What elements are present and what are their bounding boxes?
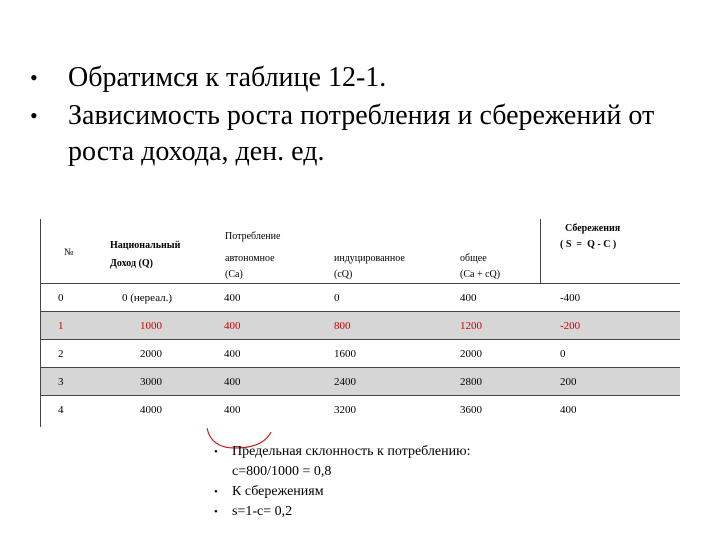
cell-auto: 400 — [224, 292, 241, 304]
bullet-dot-icon: • — [214, 486, 218, 498]
header-num: № — [64, 247, 74, 258]
table-row — [40, 395, 680, 424]
bullet-dot-icon: • — [214, 446, 218, 458]
bullet-list — [28, 60, 708, 170]
header-induced-sym: (cQ) — [334, 269, 353, 280]
note-text: Предельная склонность к потреблению: — [232, 444, 471, 459]
table-row — [40, 339, 680, 368]
table-row — [40, 283, 680, 312]
table-row — [40, 311, 680, 340]
cell-num: 0 — [58, 292, 64, 304]
note-item — [212, 482, 470, 502]
table-left-border — [40, 219, 41, 427]
table-header — [40, 219, 680, 283]
cell-total: 2000 — [460, 348, 482, 360]
cell-savings: -400 — [560, 292, 581, 304]
cell-induced: 800 — [334, 320, 351, 332]
cell-total: 3600 — [460, 404, 482, 416]
cell-savings: -200 — [560, 320, 581, 332]
header-induced: индуцированное — [334, 253, 405, 264]
cell-total: 400 — [460, 292, 477, 304]
income-table — [40, 219, 680, 427]
note-formula: c=800/1000 = 0,8 — [232, 464, 332, 479]
cell-total: 2800 — [460, 376, 482, 388]
note-item — [212, 442, 470, 462]
cell-num: 4 — [58, 404, 64, 416]
cell-income: 3000 — [140, 376, 162, 388]
cell-income: 1000 — [140, 320, 162, 332]
bullet-text: Зависимость роста потребления и сбережений от роста дохода, ден. ед. — [68, 100, 655, 167]
table-divider — [540, 219, 541, 283]
bullet-text: Обратимся к таблице 12-1. — [68, 62, 387, 93]
bullet-dot-icon: • — [30, 65, 38, 90]
bullet-dot-icon: • — [214, 506, 218, 518]
cell-num: 2 — [58, 348, 64, 360]
header-savings: Сбережения — [565, 223, 621, 234]
cell-income: 4000 — [140, 404, 162, 416]
cell-income: 0 (нереал.) — [122, 292, 173, 304]
cell-auto: 400 — [224, 348, 241, 360]
cell-income: 2000 — [140, 348, 162, 360]
notes-list — [212, 442, 470, 522]
cell-savings: 0 — [560, 348, 566, 360]
bullet-dot-icon: • — [30, 103, 38, 128]
cell-auto: 400 — [224, 404, 241, 416]
cell-num: 1 — [58, 320, 64, 332]
note-text: s=1-c= 0,2 — [232, 504, 293, 519]
cell-auto: 400 — [224, 320, 241, 332]
cell-num: 3 — [58, 376, 64, 388]
header-consumption: Потребление — [225, 231, 281, 242]
cell-savings: 200 — [560, 376, 577, 388]
cell-induced: 2400 — [334, 376, 356, 388]
cell-induced: 3200 — [334, 404, 356, 416]
header-total-sym: (Са + cQ) — [460, 269, 501, 280]
bullet-item — [28, 60, 708, 96]
header-auto-sym: (Са) — [225, 269, 243, 280]
header-income: Национальный Доход (Q) — [110, 240, 181, 269]
bullet-item — [28, 98, 708, 170]
cell-total: 1200 — [460, 320, 482, 332]
cell-induced: 0 — [334, 292, 340, 304]
header-total: общее — [460, 253, 487, 264]
note-text: К сбережениям — [232, 484, 324, 499]
cell-auto: 400 — [224, 376, 241, 388]
header-auto: автономное — [225, 253, 275, 264]
table-row — [40, 367, 680, 396]
cell-savings: 400 — [560, 404, 577, 416]
header-savings-sym: ( S = Q - C ) — [560, 239, 617, 250]
note-item — [212, 502, 470, 522]
cell-induced: 1600 — [334, 348, 356, 360]
